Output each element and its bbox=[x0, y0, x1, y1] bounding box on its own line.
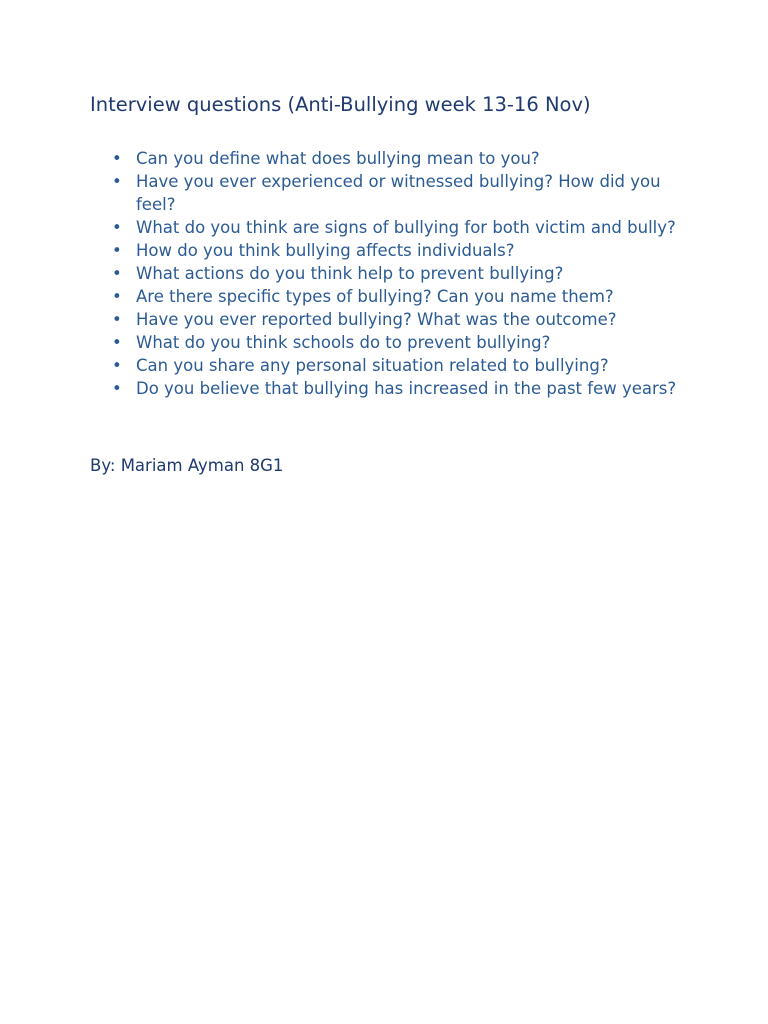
list-item bbox=[112, 147, 696, 170]
bullet-icon: • bbox=[112, 241, 122, 260]
question-text: Have you ever experienced or witnessed bullying? How did you feel? bbox=[136, 172, 661, 214]
question-text: What do you think are signs of bullying for both victim and bully? bbox=[136, 218, 676, 237]
question-text: Are there specific types of bullying? Can you name them? bbox=[136, 287, 614, 306]
bullet-icon: • bbox=[112, 379, 122, 398]
bullet-icon: • bbox=[112, 310, 122, 329]
question-text: Do you believe that bullying has increased in the past few years? bbox=[136, 379, 677, 398]
list-item bbox=[112, 354, 696, 377]
list-item bbox=[112, 239, 696, 262]
list-item bbox=[112, 331, 696, 354]
list-item bbox=[112, 216, 696, 239]
question-text: What do you think schools do to prevent bullying? bbox=[136, 333, 551, 352]
question-list bbox=[112, 147, 696, 400]
bullet-icon: • bbox=[112, 333, 122, 352]
question-text: What actions do you think help to prevent bullying? bbox=[136, 264, 564, 283]
list-item bbox=[112, 285, 696, 308]
list-item bbox=[112, 170, 696, 216]
question-text: How do you think bullying affects individuals? bbox=[136, 241, 515, 260]
list-item bbox=[112, 308, 696, 331]
list-item bbox=[112, 262, 696, 285]
list-item bbox=[112, 377, 696, 400]
question-text: Can you share any personal situation related to bullying? bbox=[136, 356, 609, 375]
bullet-icon: • bbox=[112, 264, 122, 283]
author-line: By: Mariam Ayman 8G1 bbox=[90, 456, 284, 475]
bullet-icon: • bbox=[112, 218, 122, 237]
page-title: Interview questions (Anti-Bullying week 13-16 Nov) bbox=[90, 93, 591, 116]
bullet-icon: • bbox=[112, 149, 122, 168]
bullet-icon: • bbox=[112, 356, 122, 375]
bullet-icon: • bbox=[112, 287, 122, 306]
question-text: Have you ever reported bullying? What was the outcome? bbox=[136, 310, 617, 329]
question-text: Can you define what does bullying mean to you? bbox=[136, 149, 540, 168]
bullet-icon: • bbox=[112, 172, 122, 191]
